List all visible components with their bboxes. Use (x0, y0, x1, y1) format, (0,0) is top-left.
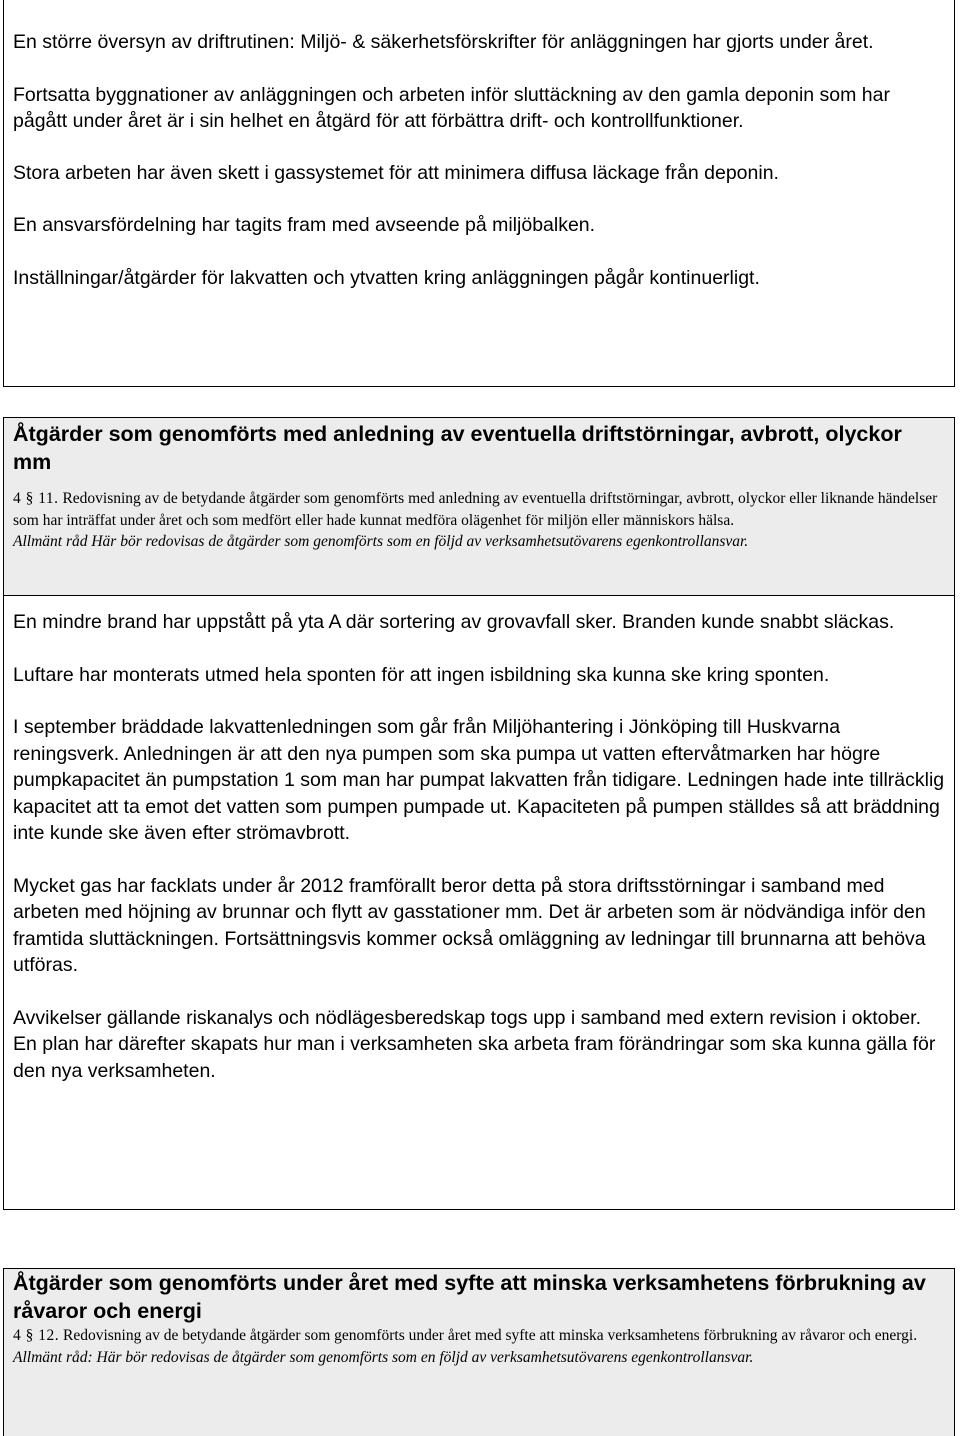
paragraph: Mycket gas har facklats under år 2012 framförallt beror detta på stora driftsstörningar i samband med arbeten med höjning av brunnar och flytt av gasstationer mm. Det är arbeten som är nödvändiga inför den framtida sluttäckningen. Fortsättningsvis kommer också omläggning av ledningar till brunnarna att behöva utföras. (13, 874, 926, 976)
section-12-ref: 4 § 12. (13, 1327, 60, 1344)
paragraph: En mindre brand har uppstått på yta A där sortering av grovavfall sker. Branden kunde snabbt släckas. (13, 611, 895, 633)
section-12-heading: Åtgärder som genomförts under året med syfte att minska verksamhetens förbrukning av råvaror och energi (13, 1271, 926, 1323)
paragraph: Stora arbeten har även skett i gassystemet för att minimera diffusa läckage från deponin. (13, 161, 779, 184)
section-11-description (13, 488, 945, 531)
paragraph: Inställningar/åtgärder för lakvatten och ytvatten kring anläggningen pågår kontinuerligt. (13, 266, 760, 289)
paragraph: I september bräddade lakvattenledningen som går från Miljöhantering i Jönköping till Huskvarna reningsverk. Anledningen är att den nya pumpen som ska pumpa ut vatten eftervåtmarken har högre pumpkapacitet än pumpstation 1 som man har pumpat lakvatten från tidigare. Ledningen hade inte tillräcklig kapacitet att ta emot det vatten som pumpen pumpade ut. Kapaciteten på pumpen ställdes så att bräddning inte kunde ske även efter strömavbrott. (13, 716, 945, 844)
section-11-instructions (3, 417, 955, 596)
section-11-advice: Allmänt råd Här bör redovisas de åtgärder som genomförts som en följd av verksamhetsutövarens egenkontrollansvar. (13, 533, 749, 550)
paragraph: Luftare har monterats utmed hela sponten för att ingen isbildning ska kunna ske kring sponten. (13, 663, 830, 686)
paragraph: Avvikelser gällande riskanalys och nödlägesberedskap togs upp i samband med extern revision i oktober. En plan har därefter skapats hur man i verksamheten ska arbeta fram förändringar som ska kunna gälla för den nya verksamheten. (13, 1006, 936, 1082)
paragraph: En ansvarsfördelning har tagits fram med avseende på miljöbalken. (13, 214, 596, 236)
section-12-description (13, 1325, 945, 1347)
section-11-description-text: Redovisning av de betydande åtgärder som genomförts med anledning av eventuella driftstörningar, avbrott, olyckor eller liknande händelser som har inträffat under året och som medfört eller hade kunnat medföra olägenhet för miljön eller människors hälsa. (13, 490, 938, 529)
section-11-ref: 4 § 11. (13, 490, 59, 507)
paragraph: Fortsatta byggnationer av anläggningen och arbeten inför sluttäckning av den gamla deponin som har pågått under året är i sin helhet en åtgärd för att förbättra drift- och kontrollfunktioner. (13, 83, 890, 132)
section-12-description-text: Redovisning av de betydande åtgärder som genomförts under året med syfte att minska verksamhetens förbrukning av råvaror och energi. (63, 1327, 918, 1344)
section-12-instructions (3, 1268, 955, 1436)
section-11-heading: Åtgärder som genomförts med anledning av eventuella driftstörningar, avbrott, olyckor mm (13, 422, 902, 474)
section-11-answer-box (3, 595, 955, 1210)
section-12-advice: Allmänt råd: Här bör redovisas de åtgärder som genomförts som en följd av verksamhetsutövarens egenkontrollansvar. (13, 1348, 754, 1366)
paragraph: En större översyn av driftrutinen: Miljö- & säkerhetsförskrifter för anläggningen har gjorts under året. (13, 31, 874, 53)
top-text-box (3, 0, 955, 387)
